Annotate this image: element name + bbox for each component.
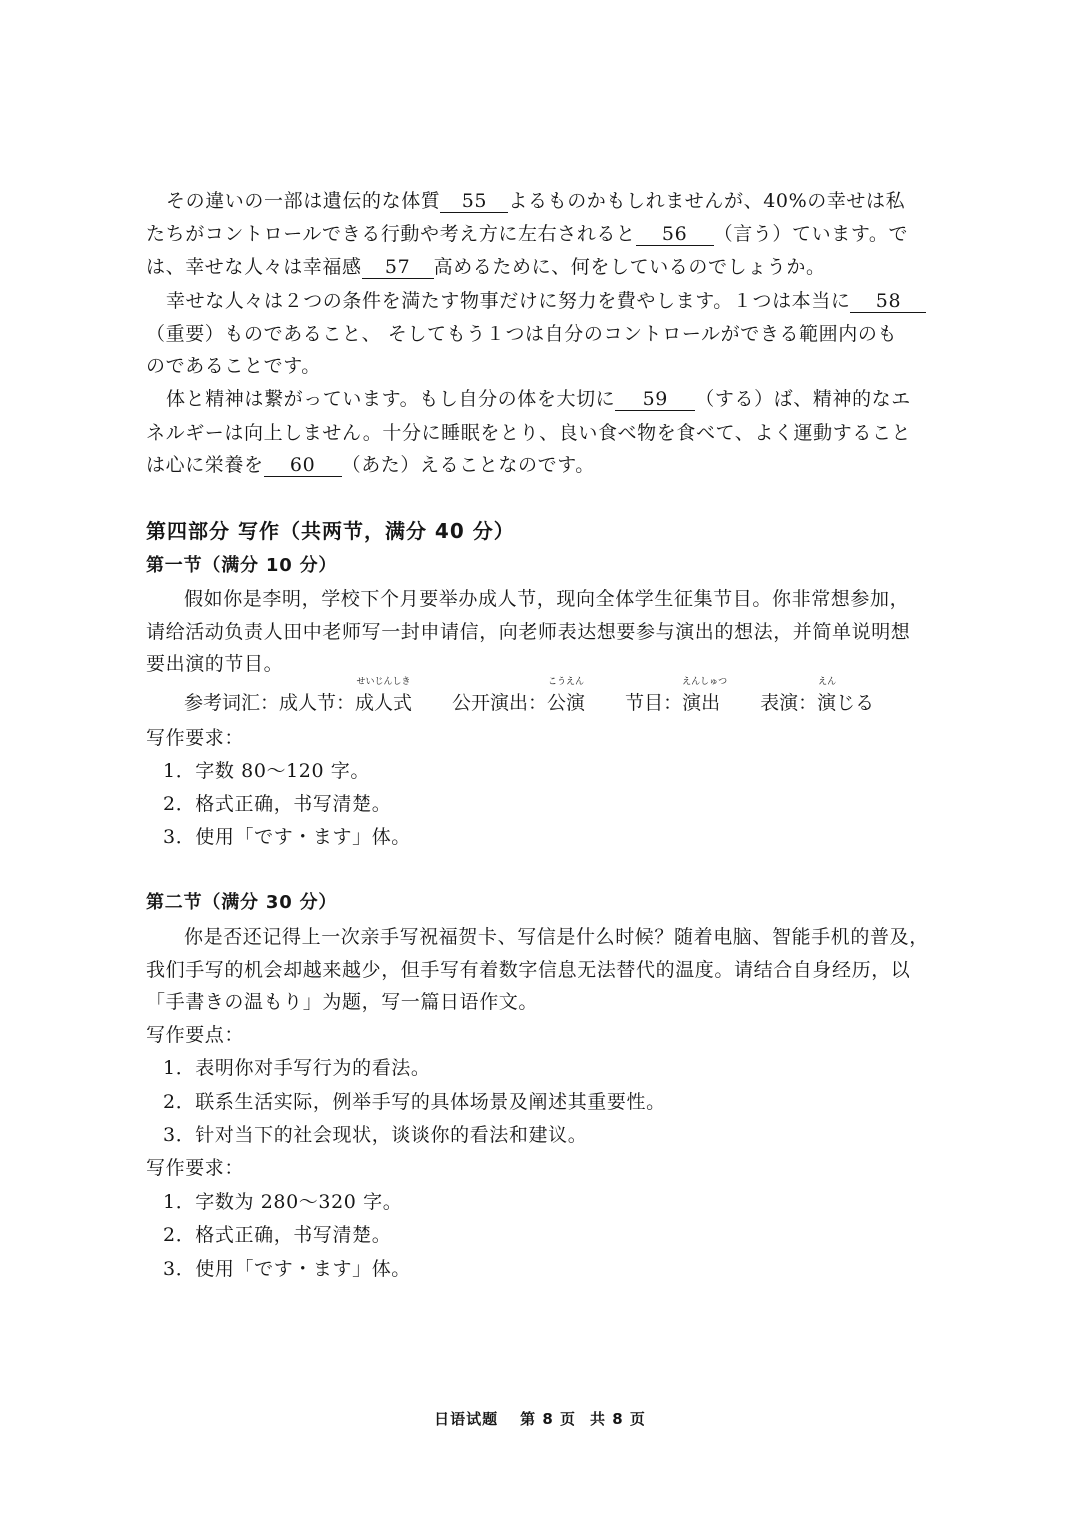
- vocab-word: こうえん 公演: [547, 677, 586, 714]
- passage-line: ネルギーは向上しません。十分に睡眠をとり、良い食べ物を食べて、よく運動すること: [146, 422, 912, 444]
- section-title: 第二节（满分 30 分）: [146, 892, 338, 913]
- part-title: 第四部分 写作（共两节，满分 40 分）: [146, 519, 515, 543]
- blank-58: 58: [850, 290, 926, 313]
- requirement-item: 2．格式正确，书写清楚。: [163, 1224, 392, 1246]
- section-title: 第一节（满分 10 分）: [146, 555, 338, 576]
- blank-55: 55: [440, 190, 508, 213]
- passage-line: は心に栄養を 60 （あた）えることなのです。: [146, 454, 595, 476]
- passage-line: （重要）ものであること、 そしてもう１つは自分のコントロールができる範囲内のも: [146, 323, 898, 345]
- passage-line: たちがコントロールできる行動や考え方に左右されると 56 （言う）ています。で: [146, 223, 909, 245]
- page-footer: [0, 1408, 1080, 1429]
- prompt-line: 我们手写的机会却越来越少，但手写有着数字信息无法替代的温度。请结合自身经历，以: [146, 959, 911, 981]
- vocab-word: えん 演じる: [817, 677, 875, 714]
- requirement-item: 3．使用「です・ます」体。: [163, 826, 411, 848]
- prompt-line: 你是否还记得上一次亲手写祝福贺卡、写信是什么时候？随着电脑、智能手机的普及，: [184, 926, 929, 948]
- prompt-line: 「手書きの温もり」为题，写一篇日语作文。: [146, 991, 539, 1013]
- prompt-line: 要出演的节目。: [146, 653, 284, 675]
- blank-57: 57: [362, 256, 434, 279]
- passage-line: その違いの一部は遺伝的な体質 55 よるものかもしれませんが、40%の幸せは私: [166, 190, 906, 212]
- passage-line: は、幸せな人々は幸福感 57 高めるために、何をしているのでしょうか。: [146, 256, 826, 278]
- requirement-item: 1．字数 80～120 字。: [163, 760, 371, 782]
- blank-60: 60: [264, 454, 342, 477]
- requirement-item: 1．字数为 280～320 字。: [163, 1191, 403, 1213]
- requirement-item: 3．使用「です・ます」体。: [163, 1258, 411, 1280]
- points-title: 写作要点：: [146, 1024, 245, 1046]
- requirement-item: 2．格式正确，书写清楚。: [163, 793, 392, 815]
- vocab-line: 参考词汇：成人节： せいじんしき 成人式 公开演出： こうえん 公演 节目： えんしゅつ 演出 表演： えん 演じる: [184, 677, 875, 714]
- blank-56: 56: [636, 223, 714, 246]
- footer-total: 共 8 页: [590, 1410, 646, 1428]
- blank-59: 59: [615, 388, 695, 411]
- passage-line: 幸せな人々は２つの条件を満たす物事だけに努力を費やします。１つは本当に 58: [166, 288, 926, 314]
- point-item: 1．表明你对手写行为的看法。: [163, 1057, 431, 1079]
- requirements-title: 写作要求：: [146, 727, 245, 749]
- prompt-line: 假如你是李明，学校下个月要举办成人节，现向全体学生征集节目。你非常想参加，: [184, 588, 910, 610]
- footer-subject: 日语试题: [434, 1410, 499, 1428]
- requirements-title: 写作要求：: [146, 1157, 245, 1179]
- prompt-line: 请给活动负责人田中老师写一封申请信，向老师表达想要参与演出的想法，并简单说明想: [146, 621, 911, 643]
- point-item: 2．联系生活实际，例举手写的具体场景及阐述其重要性。: [163, 1091, 666, 1113]
- vocab-word: せいじんしき 成人式: [355, 677, 413, 714]
- passage-line: のであることです。: [146, 355, 321, 377]
- passage-line: 体と精神は繋がっています。もし自分の体を大切に 59 （する）ば、精神的なエ: [166, 388, 911, 410]
- point-item: 3．针对当下的社会现状，谈谈你的看法和建议。: [163, 1124, 588, 1146]
- vocab-word: えんしゅつ 演出: [682, 677, 728, 714]
- footer-page: 第 8 页: [520, 1410, 576, 1428]
